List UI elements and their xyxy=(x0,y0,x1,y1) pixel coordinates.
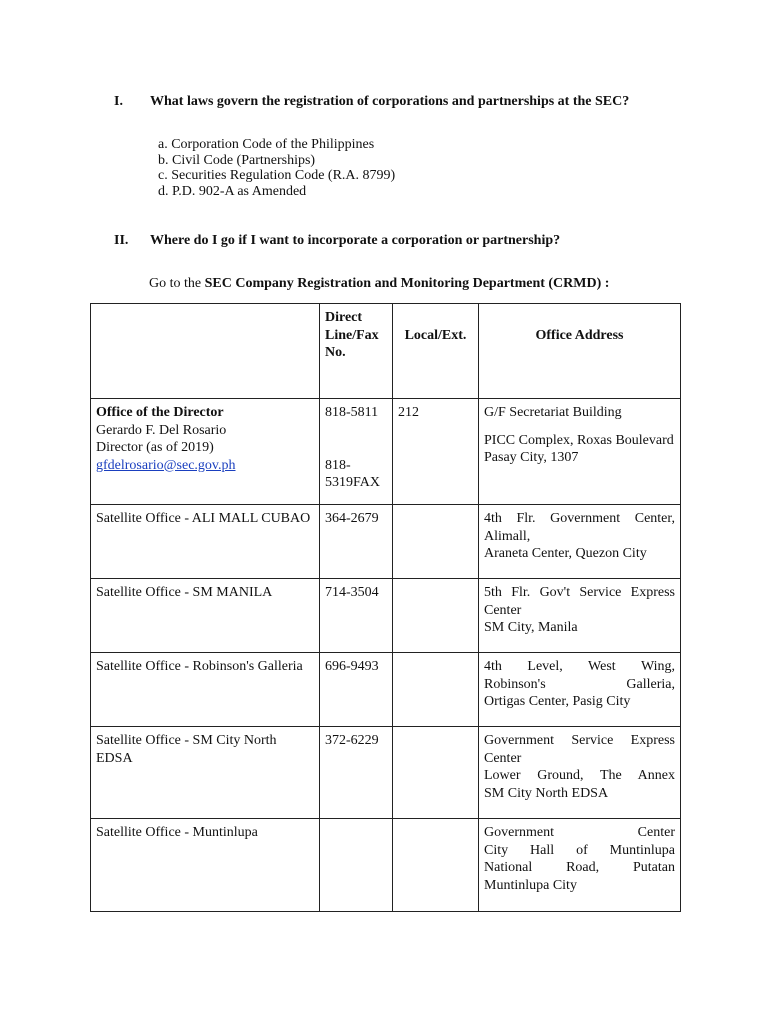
table-row-director xyxy=(91,399,681,505)
office-name: Satellite Office - Robinson's Galleria xyxy=(91,653,320,727)
director-fax-1: 818- xyxy=(325,457,351,473)
address-line: 4th Level, West Wing, xyxy=(484,659,675,674)
office-name: Satellite Office - Muntinlupa xyxy=(91,819,320,912)
director-office-cell xyxy=(91,399,320,505)
header-direct-line-2: Line/Fax xyxy=(325,327,379,343)
table-row xyxy=(91,653,681,727)
office-address xyxy=(479,653,681,727)
office-phone: 372-6229 xyxy=(320,727,393,819)
director-fax-2: 5319FAX xyxy=(325,475,380,490)
answer-item: a. Corporation Code of the Philippines xyxy=(158,137,375,152)
address-line: Lower Ground, The Annex xyxy=(484,768,675,783)
header-direct-line-3: No. xyxy=(325,345,346,360)
office-local xyxy=(393,727,479,819)
header-direct-line-1: Direct xyxy=(325,310,363,325)
office-address xyxy=(479,579,681,653)
address-line: Center xyxy=(484,750,522,766)
address-line: Ortigas Center, Pasig City xyxy=(484,694,631,709)
office-address xyxy=(479,819,681,912)
address-line: Muntinlupa City xyxy=(484,877,577,893)
office-name: Satellite Office - ALI MALL CUBAO xyxy=(91,505,320,579)
office-name: Satellite Office - SM MANILA xyxy=(91,579,320,653)
table-row xyxy=(91,727,681,819)
director-phone: 818-5811 xyxy=(325,405,379,420)
office-address xyxy=(479,505,681,579)
office-phone: 364-2679 xyxy=(320,505,393,579)
table-row xyxy=(91,579,681,653)
director-phone-cell xyxy=(320,399,393,505)
director-address-1: G/F Secretariat Building xyxy=(484,405,622,420)
address-line: Government Center xyxy=(484,825,675,840)
office-phone: 714-3504 xyxy=(320,579,393,653)
address-line: SM City North EDSA xyxy=(484,785,609,801)
header-office xyxy=(91,304,320,399)
table-header-row xyxy=(91,304,681,399)
director-email-link[interactable]: gfdelrosario@sec.gov.ph xyxy=(96,457,236,473)
address-line: Center xyxy=(484,602,522,618)
director-role: Director (as of 2019) xyxy=(96,440,214,455)
office-local xyxy=(393,819,479,912)
table-row xyxy=(91,819,681,912)
address-line: City Hall of Muntinlupa xyxy=(484,842,675,858)
answer-item: b. Civil Code (Partnerships) xyxy=(158,152,316,168)
address-line: SM City, Manila xyxy=(484,620,578,635)
address-line: Alimall, xyxy=(484,528,531,544)
question-1-text: What laws govern the registration of corporations and partnerships at the SEC? xyxy=(150,94,630,109)
office-phone xyxy=(320,819,393,912)
director-address-cell xyxy=(479,399,681,505)
director-name: Gerardo F. Del Rosario xyxy=(96,422,227,438)
office-local xyxy=(393,653,479,727)
answer-list xyxy=(158,137,395,199)
goto-instruction xyxy=(149,275,609,292)
offices-table xyxy=(90,303,681,912)
question-1-number: I. xyxy=(114,94,123,109)
table-row xyxy=(91,505,681,579)
address-line: 5th Flr. Gov't Service Express xyxy=(484,585,675,600)
header-local: Local/Ext. xyxy=(393,304,479,399)
question-2-number: II. xyxy=(114,233,129,248)
address-line: National Road, Putatan xyxy=(484,860,675,875)
office-local xyxy=(393,505,479,579)
header-address: Office Address xyxy=(479,304,681,399)
office-address xyxy=(479,727,681,819)
director-title: Office of the Director xyxy=(96,405,224,420)
director-address-2: PICC Complex, Roxas Boulevard xyxy=(484,432,674,448)
address-line: 4th Flr. Government Center, xyxy=(484,511,675,526)
office-local xyxy=(393,579,479,653)
address-line: Robinson's Galleria, xyxy=(484,676,675,692)
goto-prefix: Go to the xyxy=(149,276,205,291)
office-name: Satellite Office - SM City North EDSA xyxy=(91,727,320,819)
director-address-3: Pasay City, 1307 xyxy=(484,450,579,465)
address-line: Araneta Center, Quezon City xyxy=(484,546,647,561)
answer-item: d. P.D. 902-A as Amended xyxy=(158,183,307,199)
department-name: SEC Company Registration and Monitoring Department (CRMD) : xyxy=(204,276,610,291)
address-line: Government Service Express xyxy=(484,733,675,748)
question-2-text: Where do I go if I want to incorporate a corporation or partnership? xyxy=(150,233,561,248)
answer-item: c. Securities Regulation Code (R.A. 8799) xyxy=(158,168,396,183)
header-direct-line xyxy=(320,304,393,399)
office-phone: 696-9493 xyxy=(320,653,393,727)
director-local-cell: 212 xyxy=(393,399,479,505)
